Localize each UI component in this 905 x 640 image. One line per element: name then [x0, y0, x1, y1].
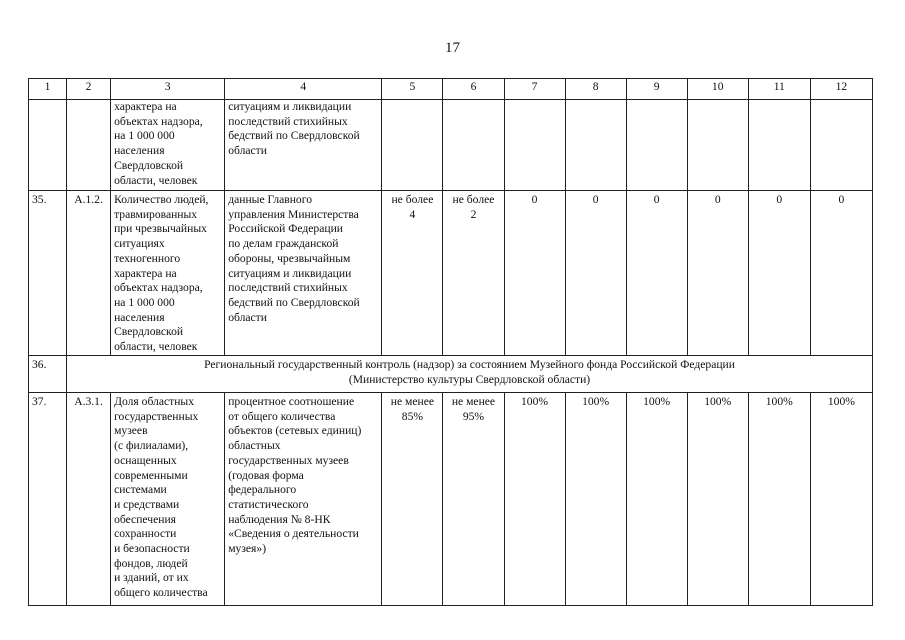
value-cell: 100% [626, 393, 687, 606]
value-cell: 100% [748, 393, 810, 606]
value-cell: 0 [810, 191, 872, 356]
data-source-cell: ситуациям и ликвидации последствий стихийных бедствий по Свердловской области [225, 100, 382, 191]
value-cell: 0 [687, 191, 748, 356]
indicator-code-cell: А.3.1. [67, 393, 111, 606]
value-cell [626, 100, 687, 191]
column-number: 12 [810, 79, 872, 100]
value-cell: 100% [687, 393, 748, 606]
value-cell: не более 2 [443, 191, 504, 356]
value-cell [810, 100, 872, 191]
value-cell [565, 100, 626, 191]
page-number: 17 [445, 40, 460, 56]
table-row-35 [29, 191, 873, 356]
value-cell [687, 100, 748, 191]
row-number-cell [29, 100, 67, 191]
value-cell: 0 [748, 191, 810, 356]
value-cell: 100% [504, 393, 565, 606]
value-cell [504, 100, 565, 191]
indicator-code-cell: А.1.2. [67, 191, 111, 356]
column-number: 6 [443, 79, 504, 100]
row-number-cell: 37. [29, 393, 67, 606]
data-source-cell: процентное соотношение от общего количества объектов (сетевых единиц) областных государственных музеев (годовая форма федерального статистического наблюдения № 8-НК «Сведения о деятельности музея») [225, 393, 382, 606]
value-cell [748, 100, 810, 191]
column-number: 9 [626, 79, 687, 100]
column-number: 11 [748, 79, 810, 100]
indicator-name-cell: Доля областных государственных музеев (с филиалами), оснащенных современными системами и средствами обеспечения сохранности и безопасности фондов, людей и зданий, от их общего количества [111, 393, 225, 606]
column-number-row [29, 79, 873, 100]
indicator-code-cell [67, 100, 111, 191]
indicator-name-cell: характера на объектах надзора, на 1 000 000 населения Свердловской области, человек [111, 100, 225, 191]
column-number: 1 [29, 79, 67, 100]
column-number: 7 [504, 79, 565, 100]
table-row-37 [29, 393, 873, 606]
table-row-continued [29, 100, 873, 191]
column-number: 5 [382, 79, 443, 100]
value-cell [382, 100, 443, 191]
column-number: 2 [67, 79, 111, 100]
value-cell: 100% [565, 393, 626, 606]
section-title-cell: Региональный государственный контроль (надзор) за состоянием Музейного фонда Российской Федерации (Министерство культуры Свердловской области) [67, 356, 873, 393]
column-number: 10 [687, 79, 748, 100]
indicators-table [28, 78, 873, 606]
value-cell: 0 [565, 191, 626, 356]
column-number: 4 [225, 79, 382, 100]
value-cell: не более 4 [382, 191, 443, 356]
value-cell: 0 [504, 191, 565, 356]
value-cell: 0 [626, 191, 687, 356]
row-number-cell: 35. [29, 191, 67, 356]
table-row-36-section [29, 356, 873, 393]
indicator-name-cell: Количество людей, травмированных при чрезвычайных ситуациях техногенного характера на объектах надзора, на 1 000 000 населения Свердловской области, человек [111, 191, 225, 356]
value-cell: не менее 95% [443, 393, 504, 606]
row-number-cell: 36. [29, 356, 67, 393]
value-cell [443, 100, 504, 191]
data-source-cell: данные Главного управления Министерства Российской Федерации по делам гражданской обороны, чрезвычайным ситуациям и ликвидации последствий стихийных бедствий по Свердловской области [225, 191, 382, 356]
column-number: 3 [111, 79, 225, 100]
column-number: 8 [565, 79, 626, 100]
value-cell: 100% [810, 393, 872, 606]
value-cell: не менее 85% [382, 393, 443, 606]
